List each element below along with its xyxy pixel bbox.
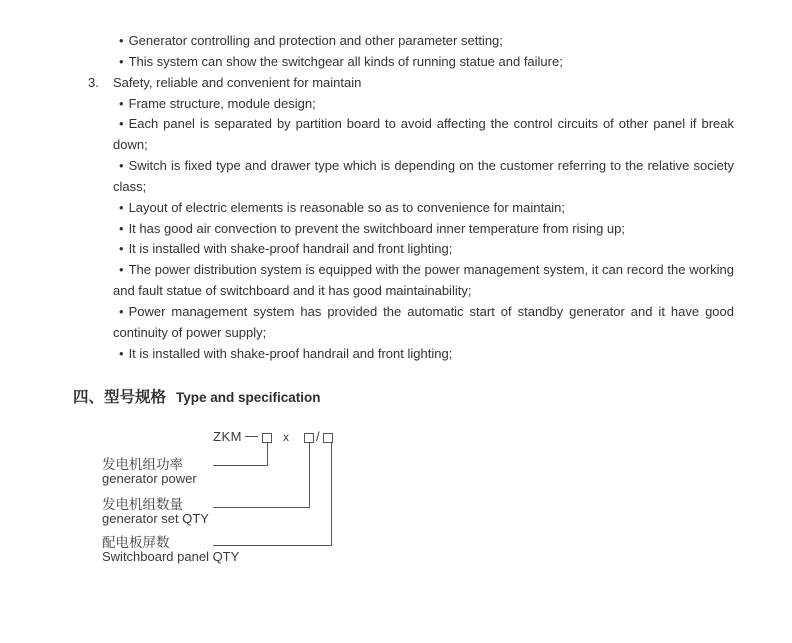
- label-generator-set-qty-zh: 发电机组数量: [102, 497, 183, 513]
- label-generator-power-zh: 发电机组功率: [102, 457, 183, 473]
- list-item-text: Layout of electric elements is reasonable so as to convenience for maintain;: [128, 199, 566, 215]
- model-prefix: ZKM: [213, 429, 242, 444]
- list-item: [113, 302, 734, 344]
- bullet-marker: •: [119, 53, 124, 69]
- multiply-glyph: x: [283, 430, 289, 444]
- list-item: [113, 198, 734, 219]
- label-switchboard-panel-qty-zh: 配电板屏数: [102, 535, 170, 551]
- list-item-text: Generator controlling and protection and other parameter setting;: [128, 33, 503, 48]
- model-box-generator-power: [262, 433, 272, 443]
- list-item-text: The power distribution system is equipped with the power management system, it can record the working and fault statue of switchboard and it has good maintainability;: [113, 262, 734, 299]
- connector-horizontal-2: [213, 507, 310, 508]
- feature-list: [88, 31, 734, 365]
- label-switchboard-panel-qty-en: Switchboard panel QTY: [102, 549, 240, 564]
- list-item: [113, 219, 734, 240]
- section-title-english: Type and specification: [176, 390, 321, 405]
- list-item-text: It is installed with shake-proof handrail and front lighting;: [128, 241, 453, 257]
- bullet-marker: •: [119, 262, 124, 278]
- number-marker: 3.: [88, 74, 99, 90]
- list-item: [113, 239, 734, 260]
- list-item-numbered: [88, 73, 734, 94]
- list-item-text: This system can show the switchgear all kinds of running statue and failure;: [128, 53, 563, 69]
- label-generator-power: [102, 458, 197, 486]
- bullet-marker: •: [119, 345, 124, 361]
- list-item-text: Each panel is separated by partition board to avoid affecting the control circuits of other panel if break down;: [113, 116, 734, 153]
- section-heading: [73, 385, 321, 407]
- list-item: [113, 31, 734, 52]
- label-generator-set-qty: [102, 498, 209, 526]
- bullet-marker: •: [119, 303, 124, 319]
- connector-vertical-2: [309, 443, 310, 507]
- list-item-text: It is installed with shake-proof handrail and front lighting;: [128, 345, 453, 361]
- list-item-text: Power management system has provided the automatic start of standby generator and it have good continuity of power supply;: [113, 303, 734, 340]
- bullet-marker: •: [119, 116, 124, 132]
- connector-horizontal-1: [213, 465, 268, 466]
- bullet-marker: •: [119, 33, 124, 48]
- connector-vertical-1: [267, 443, 268, 465]
- list-item-text: Safety, reliable and convenient for maintain: [113, 74, 362, 90]
- list-item-text: Switch is fixed type and drawer type which is depending on the customer referring to the relative society class;: [113, 158, 734, 194]
- bullet-marker: •: [119, 199, 124, 215]
- list-item-text: Frame structure, module design;: [128, 95, 316, 111]
- bullet-marker: •: [119, 241, 124, 257]
- list-item: [113, 260, 734, 302]
- list-item: [113, 94, 734, 115]
- list-item: [113, 52, 734, 73]
- bullet-marker: •: [119, 95, 124, 111]
- label-generator-set-qty-en: generator set QTY: [102, 511, 209, 526]
- connector-vertical-3: [331, 443, 332, 545]
- label-switchboard-panel-qty: [102, 536, 239, 564]
- slash-glyph: /: [316, 429, 320, 444]
- bullet-marker: •: [119, 158, 124, 174]
- dash-glyph: —: [245, 428, 258, 443]
- section-title-chinese: 四、型号规格: [73, 388, 167, 406]
- model-box-panel-qty: [323, 433, 333, 443]
- list-item-text: It has good air convection to prevent the switchboard inner temperature from rising up;: [128, 220, 625, 236]
- bullet-marker: •: [119, 220, 124, 236]
- list-item: [113, 156, 734, 198]
- model-box-generator-qty: [304, 433, 314, 443]
- list-item: [113, 344, 734, 365]
- label-generator-power-en: generator power: [102, 471, 197, 486]
- list-item: [113, 114, 734, 156]
